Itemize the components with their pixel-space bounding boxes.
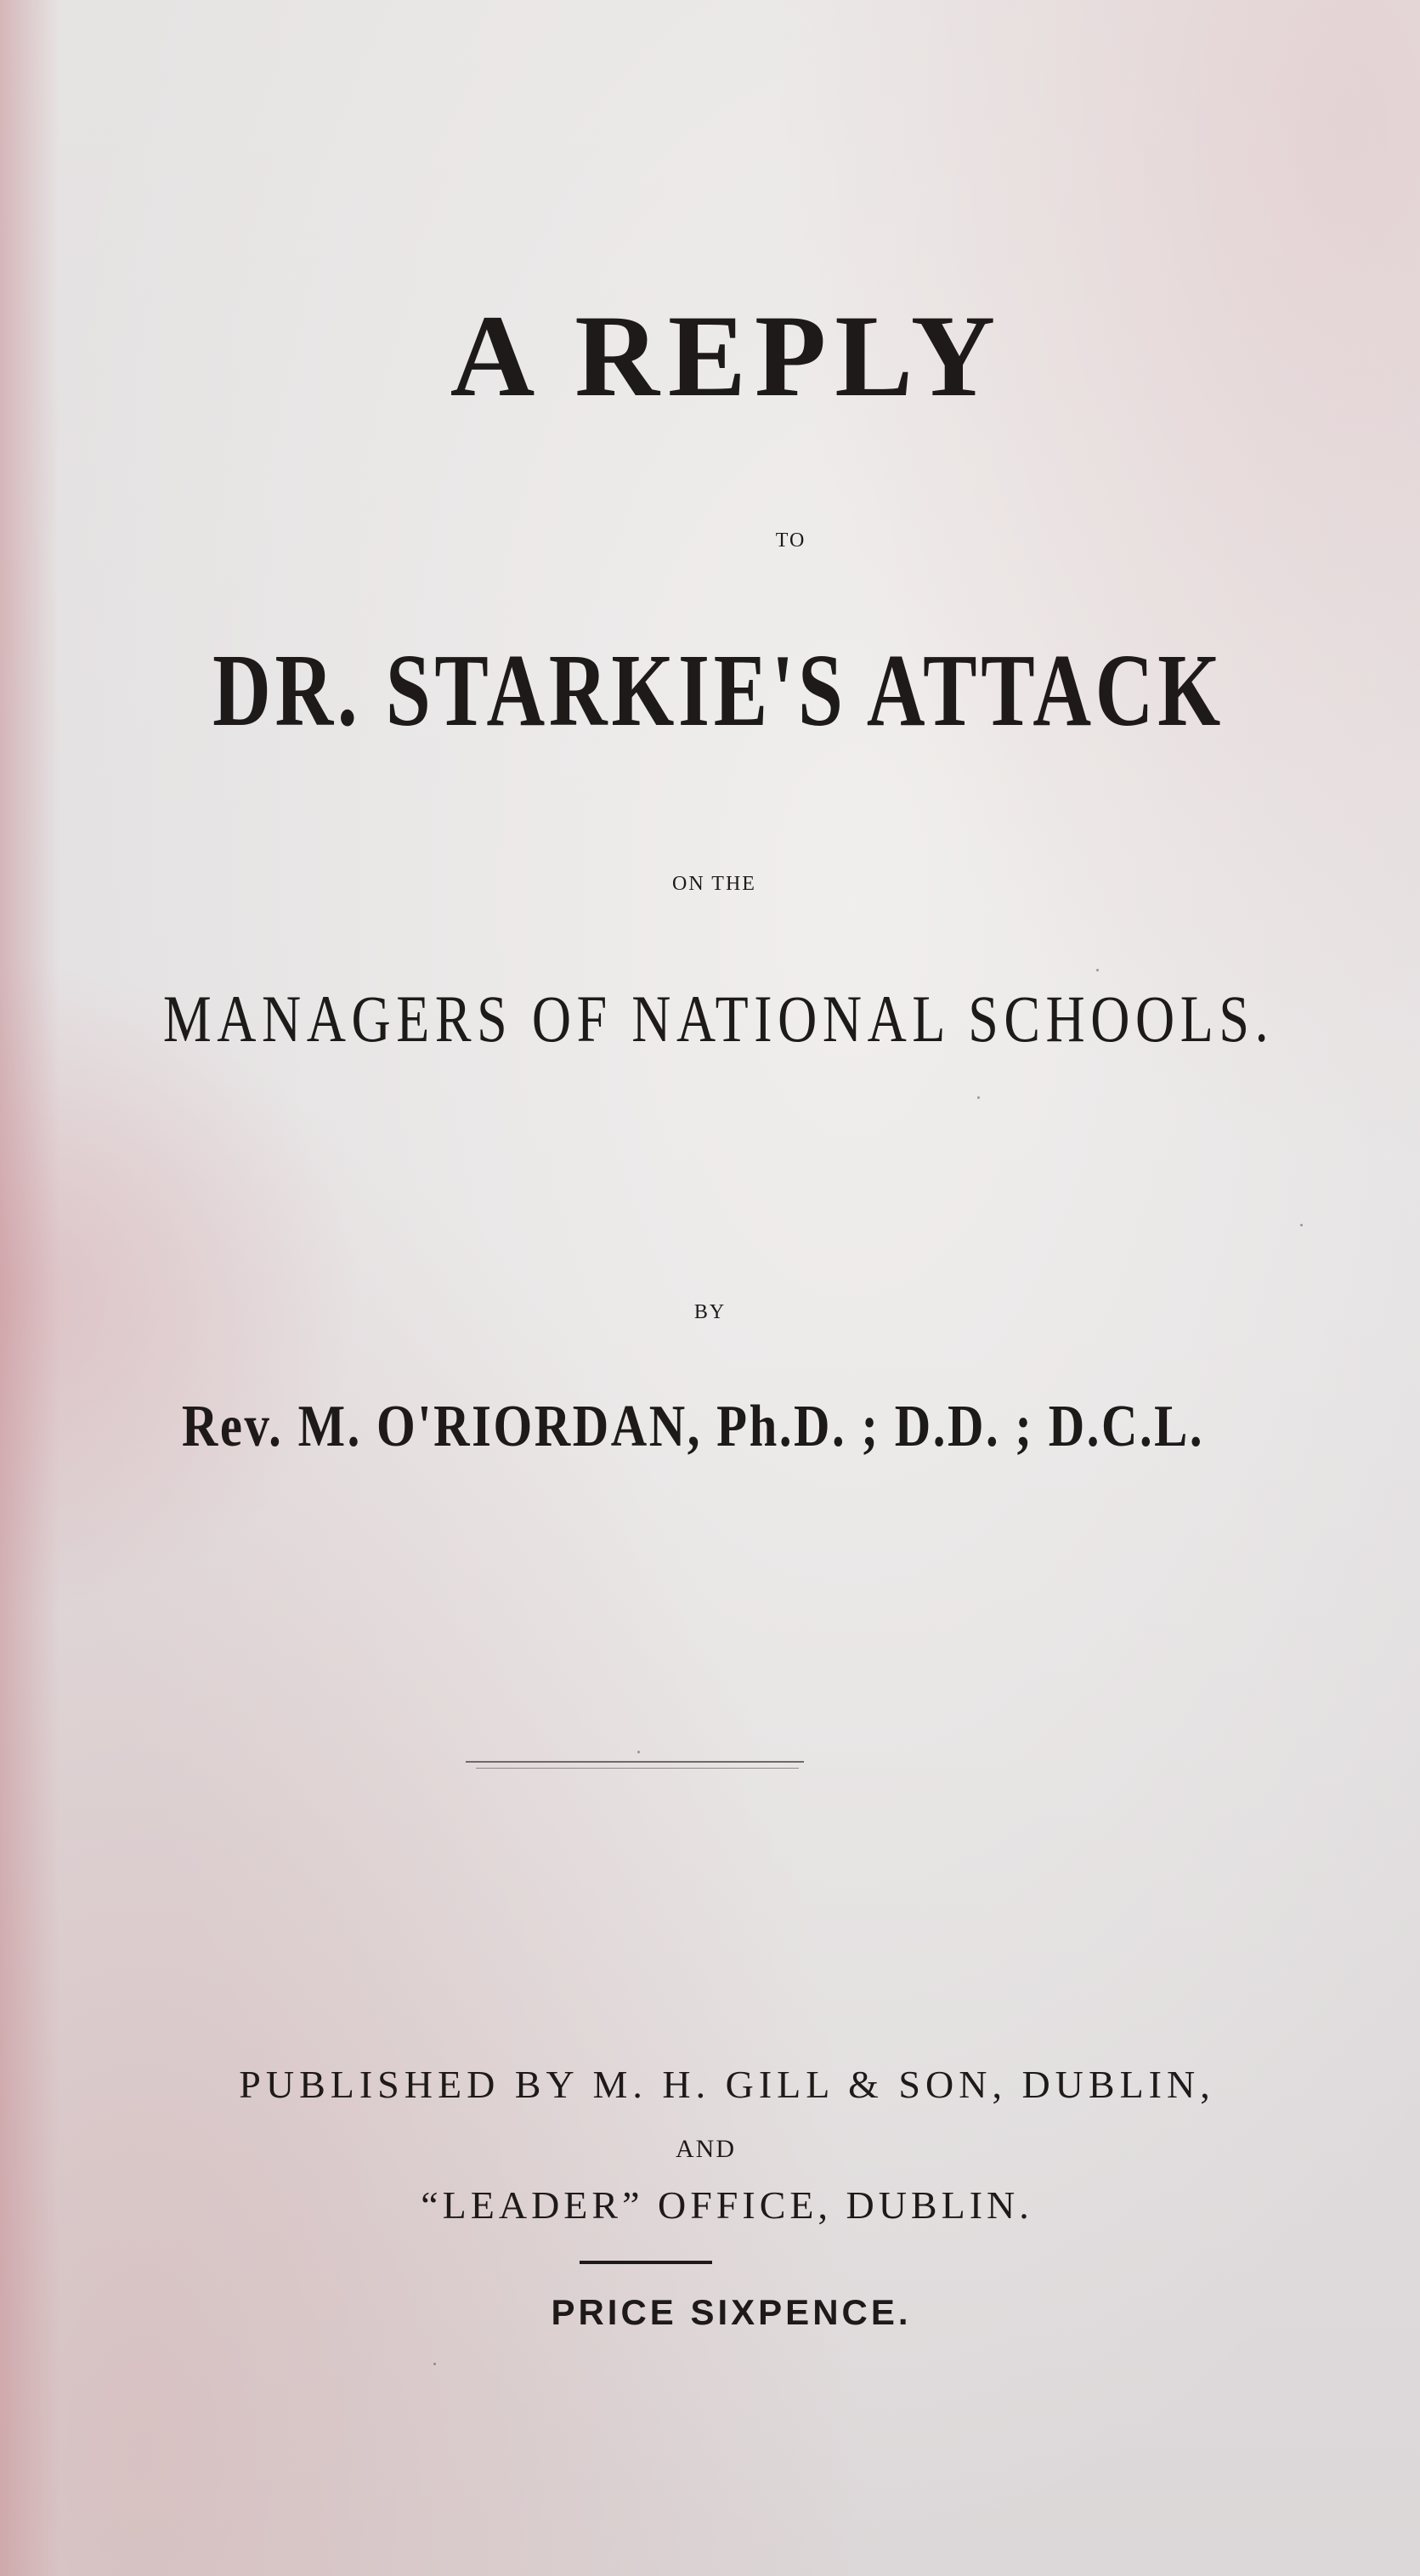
paper-speck — [1096, 969, 1099, 971]
paper-speck — [637, 1751, 640, 1753]
price-line: PRICE SIXPENCE. — [551, 2292, 912, 2332]
price-rule — [580, 2261, 712, 2264]
connector-and: AND — [676, 2135, 736, 2163]
paper-speck — [1300, 1224, 1303, 1226]
publisher-line: PUBLISHED BY M. H. GILL & SON, DUBLIN, — [239, 2063, 1215, 2106]
author-line: Rev. M. O'RIORDAN, Ph.D. ; D.D. ; D.C.L. — [181, 1394, 1205, 1459]
title: A REPLY — [450, 291, 1004, 421]
paper-speck — [977, 1096, 980, 1099]
connector-on-the: ON THE — [672, 873, 756, 895]
decorative-rule-thin — [476, 1768, 799, 1769]
subject-heading: DR. STARKIE'S ATTACK — [212, 633, 1225, 748]
decorative-rule — [466, 1761, 804, 1763]
connector-to: TO — [775, 529, 806, 552]
object-heading: MANAGERS OF NATIONAL SCHOOLS. — [162, 982, 1275, 1056]
paper-speck — [433, 2363, 436, 2365]
second-publisher-line: “LEADER” OFFICE, DUBLIN. — [421, 2183, 1033, 2227]
connector-by: BY — [693, 1301, 727, 1323]
